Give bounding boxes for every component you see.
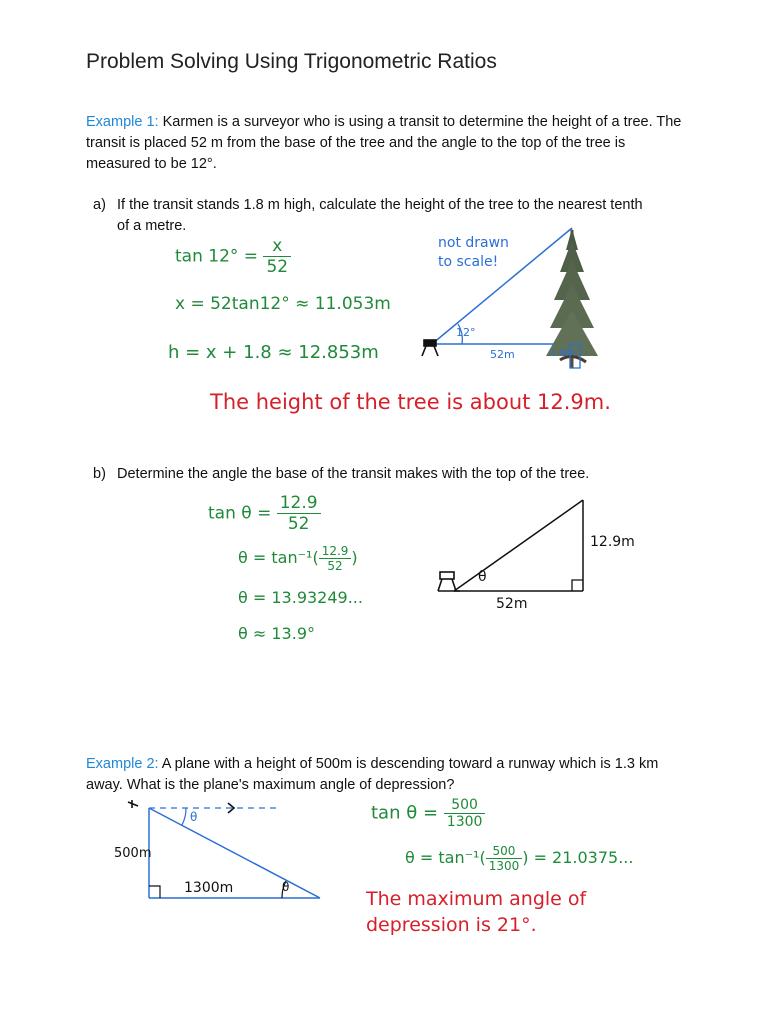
example2-angle-bottom-label: θ [282, 880, 290, 894]
work-a-fraction [263, 236, 291, 277]
example2-angle-top-label: θ [190, 810, 198, 824]
example2-tan-line [371, 797, 485, 830]
example1-text: Karmen is a surveyor who is using a transit to determine the height of a tree. The transit is placed 52 m from the base of the tree and the angle to the top of the tree is measured to be 12°. [86, 114, 682, 172]
answer-a: The height of the tree is about 12.9m. [210, 390, 611, 414]
example2-angle-arc-top [182, 808, 186, 825]
transit-icon-b [438, 572, 460, 591]
example2-fraction [444, 797, 486, 830]
part-a-marker: a) [93, 197, 106, 213]
part-b-text: Determine the angle the base of the transit makes with the top of the tree. [117, 466, 590, 482]
work-a-h-line: h = x + 1.8 ≈ 12.853m [168, 342, 379, 363]
work-b-tan-line [208, 493, 321, 534]
example2-hypotenuse [149, 808, 320, 898]
height-label-a: 1.8m [550, 348, 576, 359]
work-b-approx: θ ≈ 13.9° [238, 624, 315, 643]
example2-label: Example 2: [86, 756, 159, 772]
example2-numerator: 500 [444, 797, 486, 814]
work-b-denominator: 52 [287, 514, 310, 534]
work-b-inverse-line [238, 544, 358, 573]
work-b-tan-left: tan θ = [208, 503, 272, 524]
example2-answer-line2: depression is 21°. [366, 914, 537, 936]
work-a-x-line: x = 52tan12° ≈ 11.053m [175, 294, 391, 314]
work-b-inv-right: ) [351, 548, 358, 567]
example2-tan-left: tan θ = [371, 802, 439, 824]
example2-base-label: 1300m [184, 880, 234, 896]
example2-right-angle-marker [149, 886, 160, 898]
work-b-decimal: θ = 13.93249... [238, 588, 363, 607]
example1-label: Example 1: [86, 114, 159, 130]
not-to-scale-note [438, 234, 509, 272]
work-b-inv-left: θ = tan⁻¹( [238, 548, 319, 567]
note-line2: to scale! [438, 254, 499, 270]
work-a-tan-left: tan 12° = [175, 246, 259, 267]
diagram-b [436, 494, 656, 618]
diagram-b-svg [436, 494, 656, 618]
work-a-denominator: 52 [266, 257, 289, 277]
example2-inv-fraction [486, 844, 523, 873]
example2-text: A plane with a height of 500m is descending toward a runway which is 1.3 km away. What is the plane's maximum angle of depression? [86, 756, 659, 793]
base-label-b: 52m [496, 596, 528, 612]
angle-label-a: 12° [456, 326, 476, 339]
height-label-b: 12.9m [590, 534, 635, 550]
work-b-inv-fraction [319, 544, 352, 573]
example2-inverse-line [405, 844, 633, 873]
example2-denominator: 1300 [446, 814, 483, 830]
diagram-b-hypotenuse [454, 500, 583, 591]
part-a-text: If the transit stands 1.8 m high, calculate the height of the tree to the nearest tenth of a metre. [117, 197, 643, 234]
diagram-a [420, 220, 630, 392]
work-b-inv-denominator: 52 [327, 559, 343, 573]
plane-icon [128, 800, 138, 808]
work-a-numerator: x [263, 236, 291, 257]
work-b-inv-numerator: 12.9 [319, 544, 352, 559]
example2-paragraph [86, 754, 686, 796]
page-title: Problem Solving Using Trigonometric Ratios [86, 50, 497, 73]
example1-paragraph [86, 112, 686, 175]
angle-label-b: θ [478, 569, 487, 585]
example2-inv-right: ) = 21.0375... [522, 848, 634, 867]
transit-icon [422, 340, 438, 356]
example2-inv-numerator: 500 [486, 844, 523, 859]
base-label-a: 52m [490, 348, 515, 361]
part-b-marker: b) [93, 466, 106, 482]
example2-answer-line1: The maximum angle of [366, 888, 587, 910]
work-a-tan-line [175, 236, 291, 277]
example2-answer [366, 886, 586, 938]
right-angle-marker-b [572, 580, 583, 591]
tree-icon [546, 228, 598, 368]
example2-height-label: 500m [114, 846, 152, 861]
example2-inv-denominator: 1300 [488, 859, 520, 873]
example2-diagram [112, 798, 332, 910]
example2-inv-left: θ = tan⁻¹( [405, 848, 486, 867]
work-b-fraction [277, 493, 321, 534]
note-line1: not drawn [438, 235, 509, 251]
work-b-numerator: 12.9 [277, 493, 321, 514]
